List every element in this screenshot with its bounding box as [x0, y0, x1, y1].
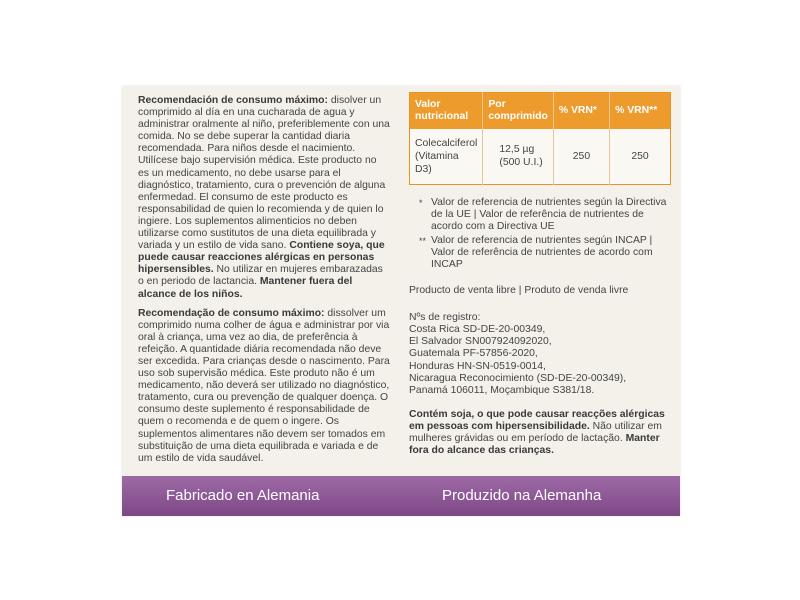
footnote-eu	[419, 197, 671, 233]
header-valor-nutricional: Valor nutricional	[410, 93, 483, 129]
pt-pregnancy-text: Não utilizar em mulheres grávidas ou em período de lactação.	[409, 420, 662, 444]
amount-line1: 12,5 µg	[499, 144, 535, 155]
registry-line: Panamá 106011, Moçambique S381/18.	[409, 384, 595, 396]
es-dosage-heading: Recomendación de consumo máximo:	[138, 95, 328, 106]
es-pregnancy-text: No utilizar en mujeres embarazadas o en periodo de lactancia.	[138, 264, 383, 288]
left-column	[138, 95, 390, 472]
portuguese-dosage-paragraph	[138, 308, 390, 465]
nutrition-table	[409, 92, 671, 185]
es-children-warning: Mantener fuera del alcance de los niños.	[138, 276, 353, 300]
sale-status: Producto de venta libre | Produto de venda livre	[409, 285, 629, 297]
footnote-eu-mark: *	[419, 197, 423, 208]
pt-soy-warning: Contém soja, o que pode causar reacções alérgicas em pessoas com hipersensibilidade.	[409, 408, 665, 432]
pt-dosage-text: dissolver um comprimido numa colher de água e administrar por via oral à criança, uma vez ao dia, de preferência à refeição. A quantidade diária recomendada não deve ser excedida. Para crianças desde o nascimento. Para uso sob supervisão médica. Este produto não é um medicamento, não deverá ser utilizado no diagnóstico, tratamento, cura ou prevenção de qualquer doença. O consumo deste suplemento é responsabilidade de quem o recomenda e de quem o ingere. Os suplementos alimentares não devem ser tomados em substituição de uma dieta equilibrada e variada e de um estilo de vida saudável.	[138, 307, 390, 464]
registry-line: El Salvador SN007924092020,	[409, 336, 552, 348]
nutrient-amount	[483, 129, 553, 185]
registry-line: Honduras HN-SN-0519-0014,	[409, 360, 546, 372]
amount-line2: (500 U.I.)	[499, 157, 543, 168]
es-dosage-text: disolver un comprimido al día en una cucharada de agua y administrar oralmente al niño, preferiblemente con una comida. No se debe superar la cantidad diaria recomendada. Para niños desde el nacimiento. Utilícese bajo supervisión médica. Este producto no es un medicamento, no debe usarse para el diagnóstico, tratamiento, cura o prevención de alguna enfermedad. El consumo de este producto es responsabilidad de quien lo recomienda y de quien lo ingiere. Los suplementos alimenticios no deben utilizarse como sustitutos de una dieta equilibrada y variada y un estilo de vida sano.	[138, 95, 390, 252]
nutrient-name-line2: (Vitamina D3)	[415, 150, 459, 175]
registry-title: Nºs de registro:	[409, 312, 481, 324]
header-vrn-incap: % VRN**	[610, 93, 671, 129]
footnote-incap	[419, 235, 671, 271]
made-in-germany-pt: Produzido na Alemanha	[442, 487, 602, 504]
registry-line: Nicaragua Reconocimiento (SD-DE-20-00349),	[409, 372, 627, 384]
footnote-incap-text: Valor de referencia de nutrientes según INCAP | Valor de referência de nutrientes de acordo com INCAP	[431, 234, 653, 270]
registry-line: Guatemala PF-57856-2020,	[409, 348, 538, 360]
nutrient-name-line1: Colecalciferol	[415, 137, 478, 149]
pt-children-warning: Manter fora do alcance das crianças.	[409, 433, 660, 457]
spanish-dosage-paragraph	[138, 95, 390, 301]
footnote-incap-mark: **	[419, 235, 427, 246]
made-in-germany-es: Fabricado en Alemania	[166, 487, 320, 504]
footnote-eu-text: Valor de referencia de nutrientes según la Directiva de la UE | Valor de referência de nutrientes de acordo com a Directiva UE	[431, 196, 667, 232]
nutrition-row	[410, 129, 671, 185]
right-column	[409, 92, 671, 457]
footnotes	[419, 197, 671, 272]
header-por-comprimido: Por comprimido	[483, 93, 553, 129]
portuguese-warning	[409, 409, 671, 457]
nutrition-table-header	[410, 93, 671, 129]
registry-block	[409, 312, 671, 397]
vrn-incap-value: 250	[610, 129, 671, 185]
origin-banner	[122, 476, 680, 516]
vrn-eu-value: 250	[553, 129, 609, 185]
registry-line: Costa Rica SD-DE-20-00349,	[409, 324, 546, 336]
nutrient-name	[410, 129, 483, 185]
es-soy-warning: Contiene soya, que puede causar reacciones alérgicas en personas hipersensibles.	[138, 240, 385, 276]
header-vrn-eu: % VRN*	[553, 93, 609, 129]
product-label-panel	[122, 86, 680, 516]
pt-dosage-heading: Recomendação de consumo máximo:	[138, 307, 325, 319]
